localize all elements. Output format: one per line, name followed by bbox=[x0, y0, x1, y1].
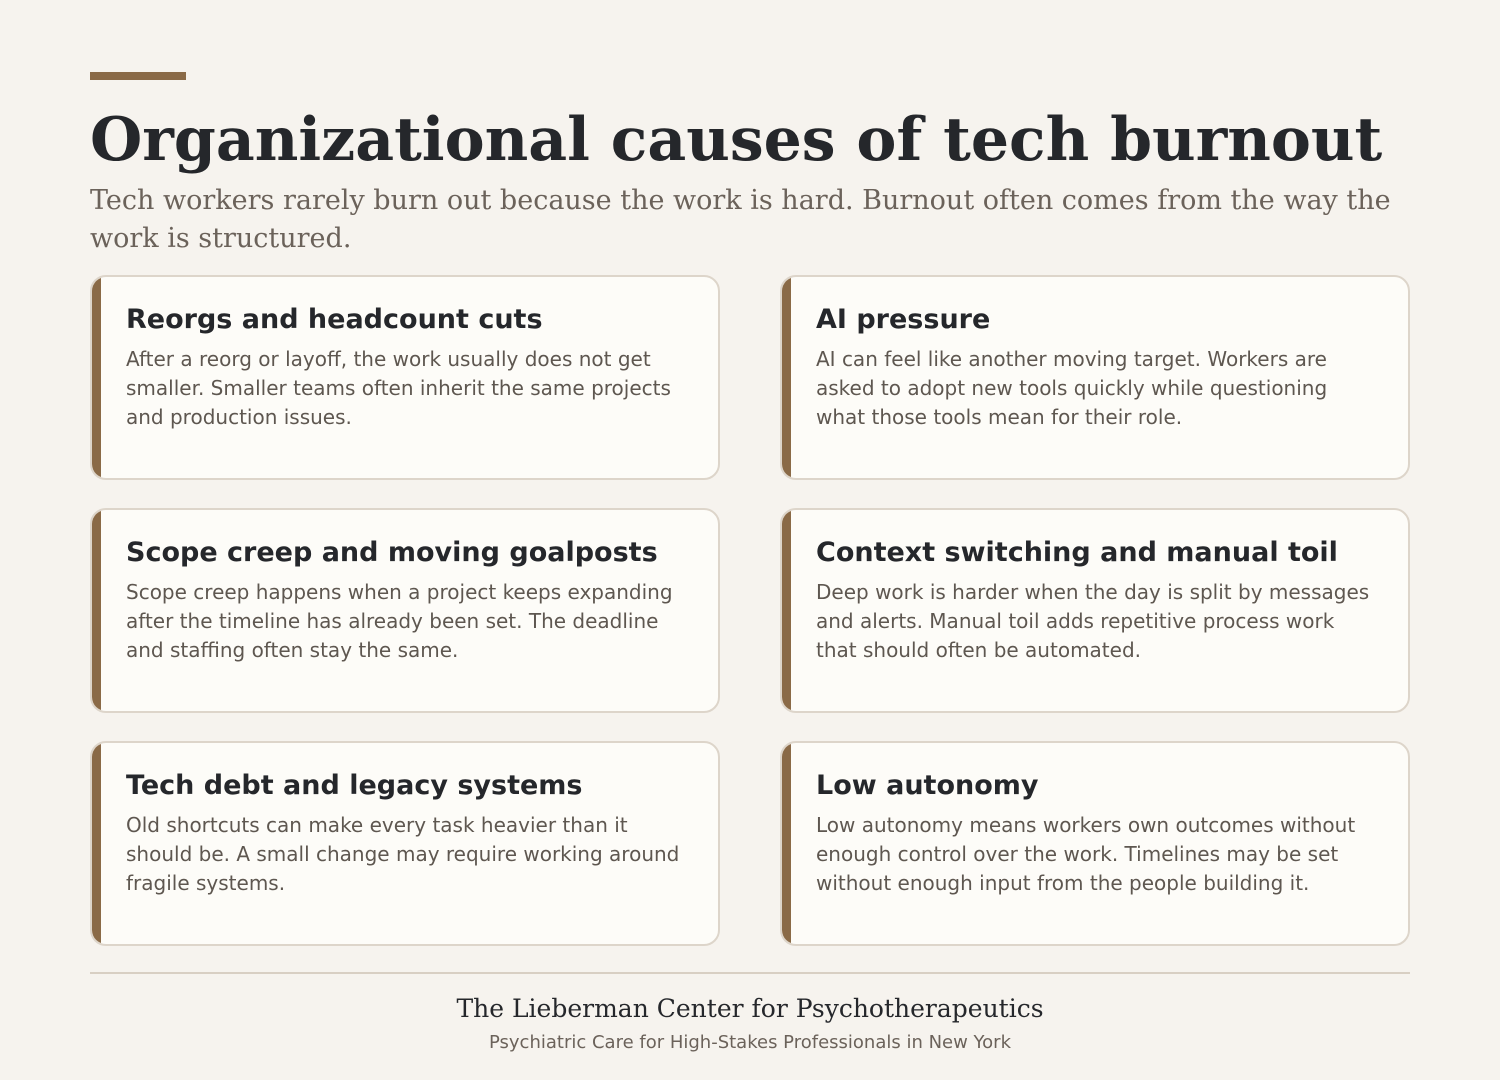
card-accent-stripe bbox=[92, 510, 101, 711]
title-accent-bar bbox=[90, 72, 186, 80]
cause-card-scope-creep bbox=[90, 508, 720, 713]
card-title: Reorgs and headcount cuts bbox=[126, 304, 543, 335]
card-title: AI pressure bbox=[816, 304, 991, 335]
cause-card-ai-pressure bbox=[780, 275, 1410, 480]
card-title: Low autonomy bbox=[816, 770, 1039, 801]
card-title: Tech debt and legacy systems bbox=[126, 770, 583, 801]
page-subtitle: Tech workers rarely burn out because the work is hard. Burnout often comes from the way the work is structured. bbox=[90, 185, 1391, 254]
cause-card-low-autonomy bbox=[780, 741, 1410, 946]
card-title: Context switching and manual toil bbox=[816, 537, 1338, 568]
footer-divider bbox=[90, 972, 1410, 974]
card-body: Deep work is harder when the day is split by messages and alerts. Manual toil adds repetitive process work that should often be automated. bbox=[816, 580, 1370, 662]
card-body: After a reorg or layoff, the work usually does not get smaller. Smaller teams often inherit the same projects and production issues. bbox=[126, 347, 671, 429]
cause-card-reorgs bbox=[90, 275, 720, 480]
cause-card-context-switching bbox=[780, 508, 1410, 713]
card-body: AI can feel like another moving target. Workers are asked to adopt new tools quickly while questioning what those tools mean for their role. bbox=[816, 347, 1328, 429]
card-accent-stripe bbox=[92, 743, 101, 944]
card-accent-stripe bbox=[782, 277, 791, 478]
card-body: Scope creep happens when a project keeps expanding after the timeline has already been set. The deadline and staffing often stay the same. bbox=[126, 580, 673, 662]
page-title: Organizational causes of tech burnout bbox=[90, 105, 1383, 175]
card-body: Old shortcuts can make every task heavier than it should be. A small change may require working around fragile systems. bbox=[126, 813, 680, 895]
cause-cards-grid bbox=[90, 275, 1410, 946]
footer-tagline: Psychiatric Care for High-Stakes Professionals in New York bbox=[488, 1032, 1012, 1053]
card-accent-stripe bbox=[92, 277, 101, 478]
cause-card-tech-debt bbox=[90, 741, 720, 946]
card-body: Low autonomy means workers own outcomes without enough control over the work. Timelines may be set without enough input from the people building it. bbox=[816, 813, 1356, 895]
card-accent-stripe bbox=[782, 743, 791, 944]
card-title: Scope creep and moving goalposts bbox=[126, 537, 658, 568]
footer-organization-name: The Lieberman Center for Psychotherapeutics bbox=[456, 994, 1044, 1023]
card-accent-stripe bbox=[782, 510, 791, 711]
